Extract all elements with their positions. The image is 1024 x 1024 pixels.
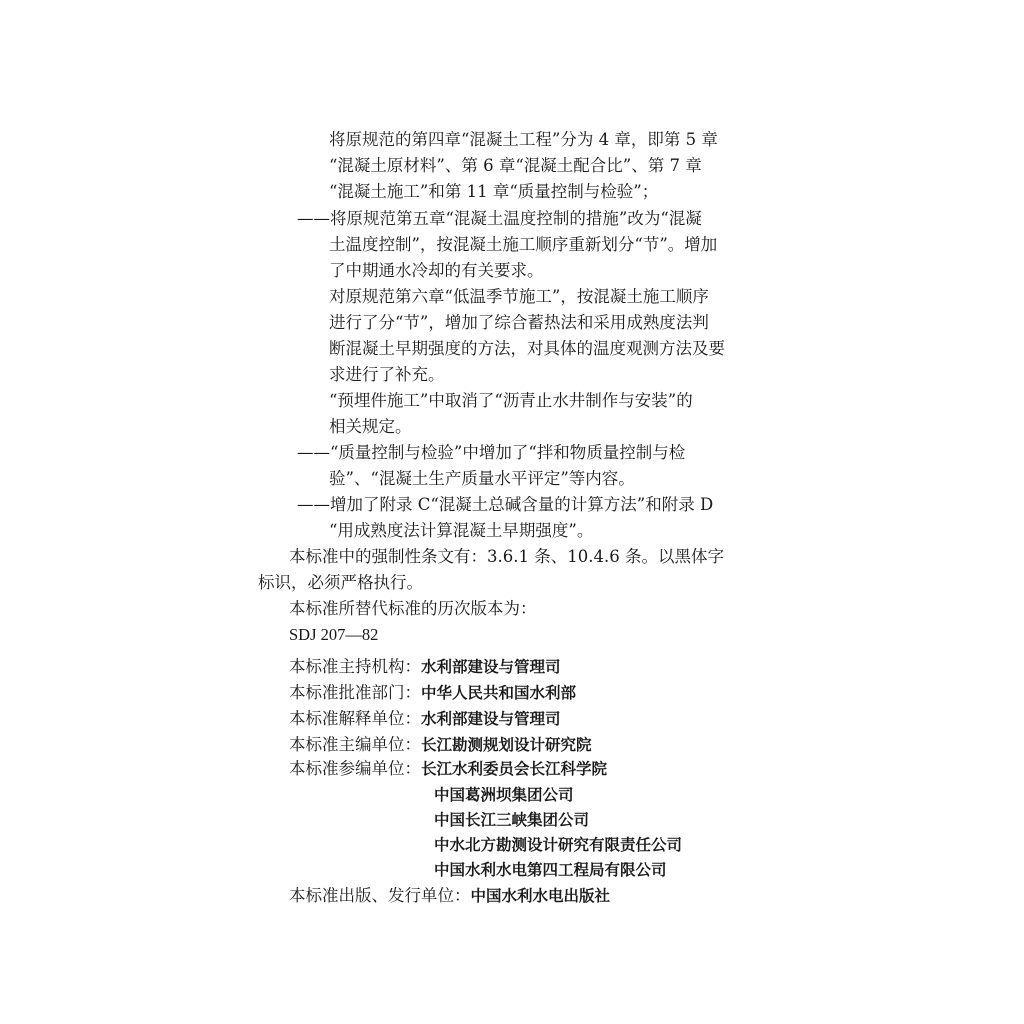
info-row-host bbox=[289, 655, 561, 679]
participant-unit: 中国水利水电第四工程局有限公司 bbox=[434, 861, 667, 879]
change-line: “用成熟度法计算混凝土早期强度”。 bbox=[329, 521, 594, 540]
info-row-publisher bbox=[289, 884, 610, 908]
change-line: 进行了分“节”，增加了综合蓄热法和采用成熟度法判 bbox=[329, 313, 709, 332]
change-line: 求进行了补充。 bbox=[329, 365, 445, 384]
change-line: “混凝土原材料”、第 6 章“混凝土配合比”、第 7 章 bbox=[329, 156, 702, 175]
info-label: 本标准批准部门： bbox=[289, 683, 421, 702]
change-line: ——“质量控制与检验”中增加了“拌和物质量控制与检 bbox=[297, 443, 686, 462]
participant-unit: 中水北方勘测设计研究有限责任公司 bbox=[434, 836, 683, 854]
info-row-approve bbox=[289, 681, 576, 705]
info-label: 本标准出版、发行单位： bbox=[289, 886, 471, 905]
participant-unit: 中国长江三峡集团公司 bbox=[434, 811, 590, 829]
change-line: ——增加了附录 C“混凝土总碱含量的计算方法”和附录 D bbox=[297, 495, 714, 514]
change-line: 验”、“混凝土生产质量水平评定”等内容。 bbox=[329, 469, 635, 488]
participant-unit: 中国葛洲坝集团公司 bbox=[434, 786, 574, 804]
mandatory-text: 本标准中的强制性条文有：3.6.1 条、10.4.6 条。以黑体字 bbox=[289, 547, 724, 566]
participant-unit: 长江水利委员会长江科学院 bbox=[421, 760, 608, 778]
change-line: 了中期通水冷却的有关要求。 bbox=[329, 261, 544, 280]
info-row-participants bbox=[289, 757, 607, 781]
info-label: 本标准主持机构： bbox=[289, 657, 421, 676]
info-value: 水利部建设与管理司 bbox=[421, 710, 561, 728]
replaced-heading: 本标准所替代标准的历次版本为： bbox=[289, 599, 537, 618]
replaced-code: SDJ 207—82 bbox=[289, 625, 379, 644]
change-line: 断混凝土早期强度的方法，对具体的温度观测方法及要 bbox=[329, 339, 725, 358]
change-line: 相关规定。 bbox=[329, 417, 412, 436]
info-row-interpret bbox=[289, 707, 561, 731]
info-value: 水利部建设与管理司 bbox=[421, 658, 561, 676]
info-row-chief bbox=[289, 733, 592, 757]
info-label: 本标准参编单位： bbox=[289, 759, 421, 778]
info-value: 中国水利水电出版社 bbox=[470, 887, 611, 905]
change-line: ——将原规范第五章“混凝土温度控制的措施”改为“混凝 bbox=[297, 209, 702, 228]
change-line: “预埋件施工”中取消了“沥青止水井制作与安装”的 bbox=[329, 391, 693, 410]
change-line: “混凝土施工”和第 11 章“质量控制与检验”； bbox=[329, 182, 659, 201]
change-line: 土温度控制”，按混凝土施工顺序重新划分“节”。增加 bbox=[329, 235, 718, 254]
info-value: 长江勘测规划设计研究院 bbox=[421, 736, 592, 754]
info-value: 中华人民共和国水利部 bbox=[421, 684, 577, 702]
info-label: 本标准主编单位： bbox=[289, 735, 421, 754]
info-label: 本标准解释单位： bbox=[289, 709, 421, 728]
change-line: 对原规范第六章“低温季节施工”，按混凝土施工顺序 bbox=[329, 287, 709, 306]
mandatory-text: 标识，必须严格执行。 bbox=[258, 573, 423, 592]
change-line: 将原规范的第四章“混凝土工程”分为 4 章，即第 5 章 bbox=[329, 130, 718, 149]
